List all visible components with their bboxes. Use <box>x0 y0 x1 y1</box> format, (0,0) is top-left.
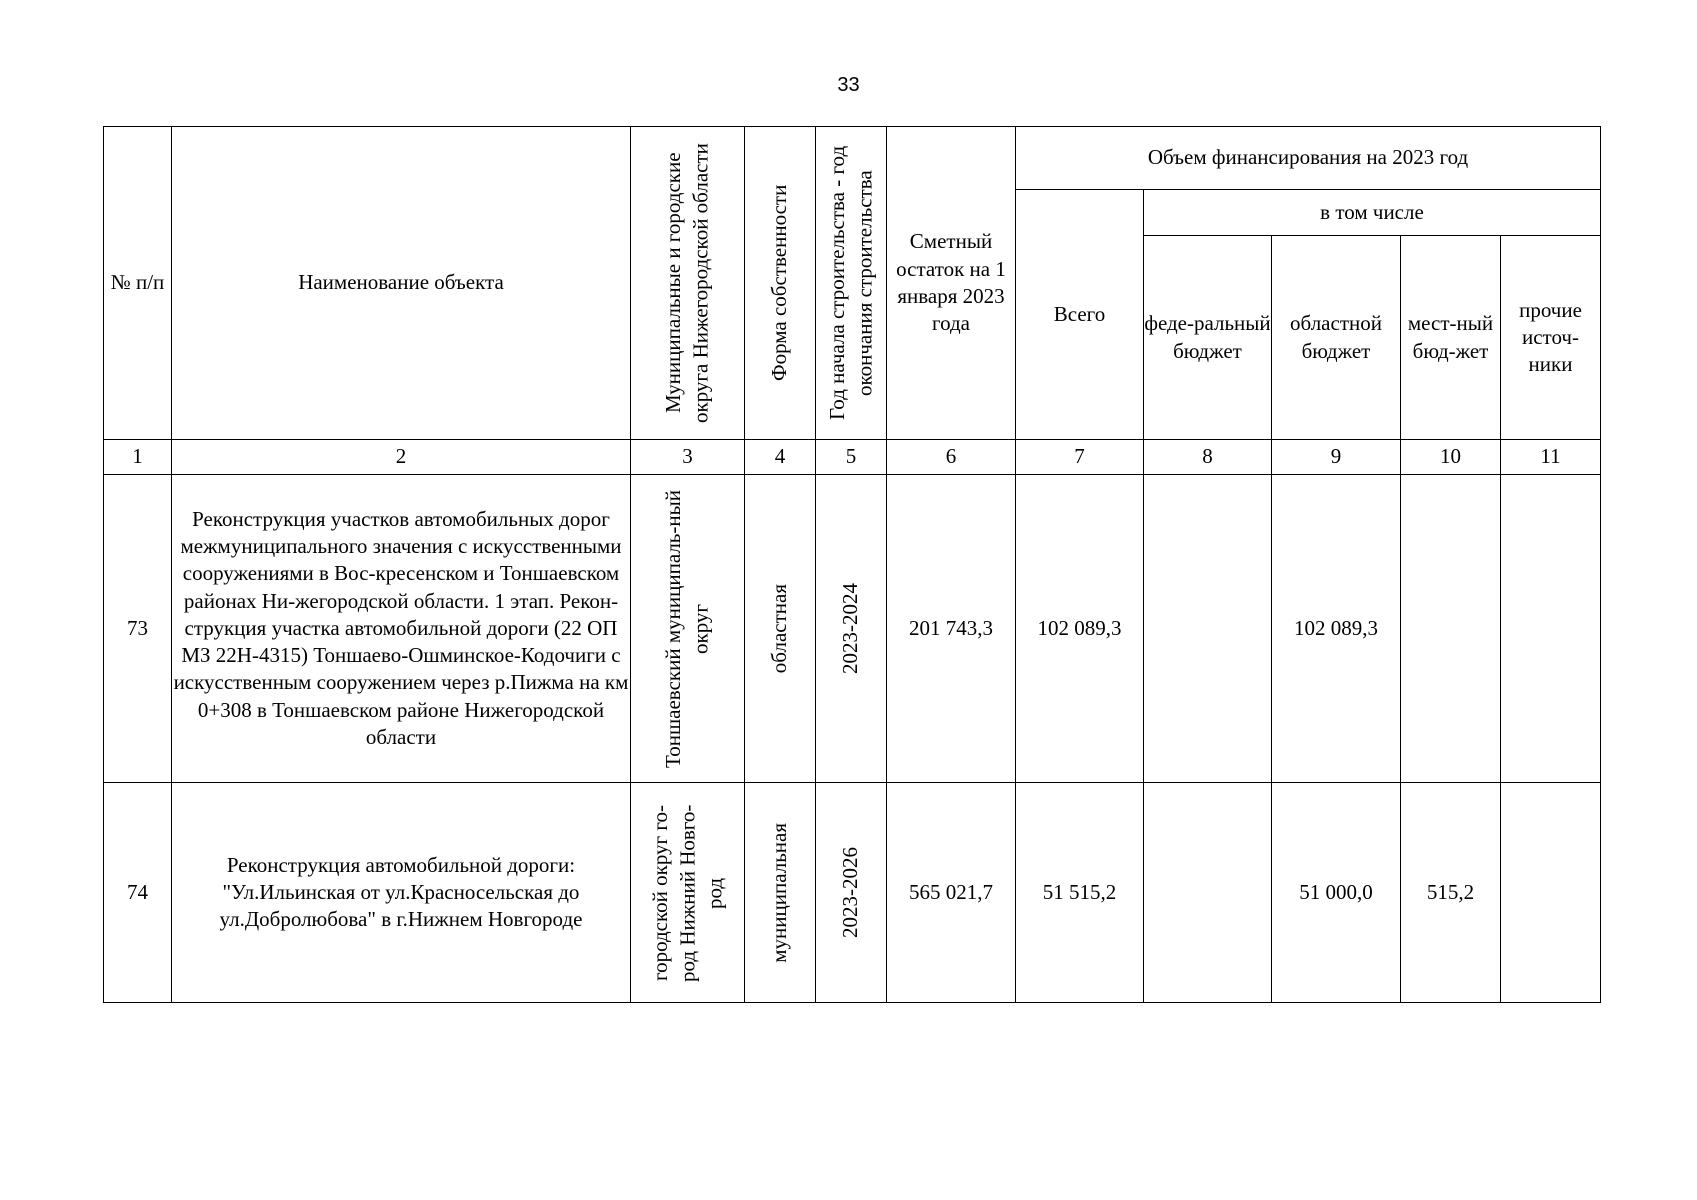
column-number: 6 <box>887 440 1016 475</box>
header-row-1 <box>104 127 1601 190</box>
header-federal: феде-ральный бюджет <box>1144 236 1272 440</box>
row-num: 74 <box>104 783 172 1003</box>
funding-table <box>103 126 1601 1003</box>
row-name: Реконструкция участков автомобильных дорог межмуниципального значения с искусственными сооружениями в Вос-кресенском и Тоншаевском районах Ни-жегородской области. 1 этап. Рекон-струкция участка автомобильной дороги (22 ОП МЗ 22Н-4315) Тоншаево-Ошминское-Кодочиги с искусственным сооружением через р.Пижма на км 0+308 в Тоншаевском районе Нижегородской области <box>172 475 631 783</box>
row-federal <box>1144 783 1272 1003</box>
header-years-text: Год начала строительства - год окончания строительства <box>824 145 876 421</box>
header-ownership-text: Форма собственности <box>767 184 792 382</box>
row-total: 51 515,2 <box>1016 783 1144 1003</box>
row-municipality-text: городской округ го-род Нижний Новго-род <box>647 803 727 982</box>
header-other: прочие источ-ники <box>1501 236 1601 440</box>
row-municipality-text: Тоншаевский муниципаль-ный округ <box>661 489 713 768</box>
row-regional: 51 000,0 <box>1272 783 1401 1003</box>
column-number-row <box>104 440 1601 475</box>
header-regional: областной бюджет <box>1272 236 1401 440</box>
row-years-text: 2023-2024 <box>838 583 863 674</box>
column-number: 5 <box>816 440 887 475</box>
column-number: 4 <box>745 440 816 475</box>
row-num: 73 <box>104 475 172 783</box>
header-funding-group: Объем финансирования на 2023 год <box>1016 127 1601 190</box>
row-municipality <box>631 475 745 783</box>
header-municipality-text: Муниципальные и городские округа Нижегородской области <box>661 143 713 423</box>
row-name: Реконструкция автомобильной дороги: "Ул.Ильинская от ул.Красносельская до ул.Добролюбова" в г.Нижнем Новгороде <box>172 783 631 1003</box>
column-number: 2 <box>172 440 631 475</box>
row-years-text: 2023-2026 <box>838 847 863 938</box>
row-estimate: 565 021,7 <box>887 783 1016 1003</box>
row-other <box>1501 783 1601 1003</box>
column-number: 10 <box>1401 440 1501 475</box>
row-years <box>816 475 887 783</box>
row-ownership-text: областная <box>767 583 792 674</box>
row-ownership <box>745 475 816 783</box>
row-other <box>1501 475 1601 783</box>
row-local <box>1401 475 1501 783</box>
table-row <box>104 475 1601 783</box>
row-municipality <box>631 783 745 1003</box>
column-number: 8 <box>1144 440 1272 475</box>
header-municipality <box>631 127 745 440</box>
page-number: 33 <box>837 74 860 96</box>
row-ownership-text: муниципальная <box>767 822 792 963</box>
row-regional: 102 089,3 <box>1272 475 1401 783</box>
header-including: в том числе <box>1144 190 1601 236</box>
header-local: мест-ный бюд-жет <box>1401 236 1501 440</box>
row-ownership <box>745 783 816 1003</box>
row-local: 515,2 <box>1401 783 1501 1003</box>
header-years <box>816 127 887 440</box>
column-number: 9 <box>1272 440 1401 475</box>
column-number: 7 <box>1016 440 1144 475</box>
header-estimate: Сметный остаток на 1 января 2023 года <box>887 127 1016 440</box>
column-number: 1 <box>104 440 172 475</box>
column-number: 11 <box>1501 440 1601 475</box>
header-ownership <box>745 127 816 440</box>
table-row <box>104 783 1601 1003</box>
row-estimate: 201 743,3 <box>887 475 1016 783</box>
row-total: 102 089,3 <box>1016 475 1144 783</box>
header-name: Наименование объекта <box>172 127 631 440</box>
row-years <box>816 783 887 1003</box>
row-federal <box>1144 475 1272 783</box>
header-total: Всего <box>1016 190 1144 440</box>
header-num: № п/п <box>104 127 172 440</box>
column-number: 3 <box>631 440 745 475</box>
